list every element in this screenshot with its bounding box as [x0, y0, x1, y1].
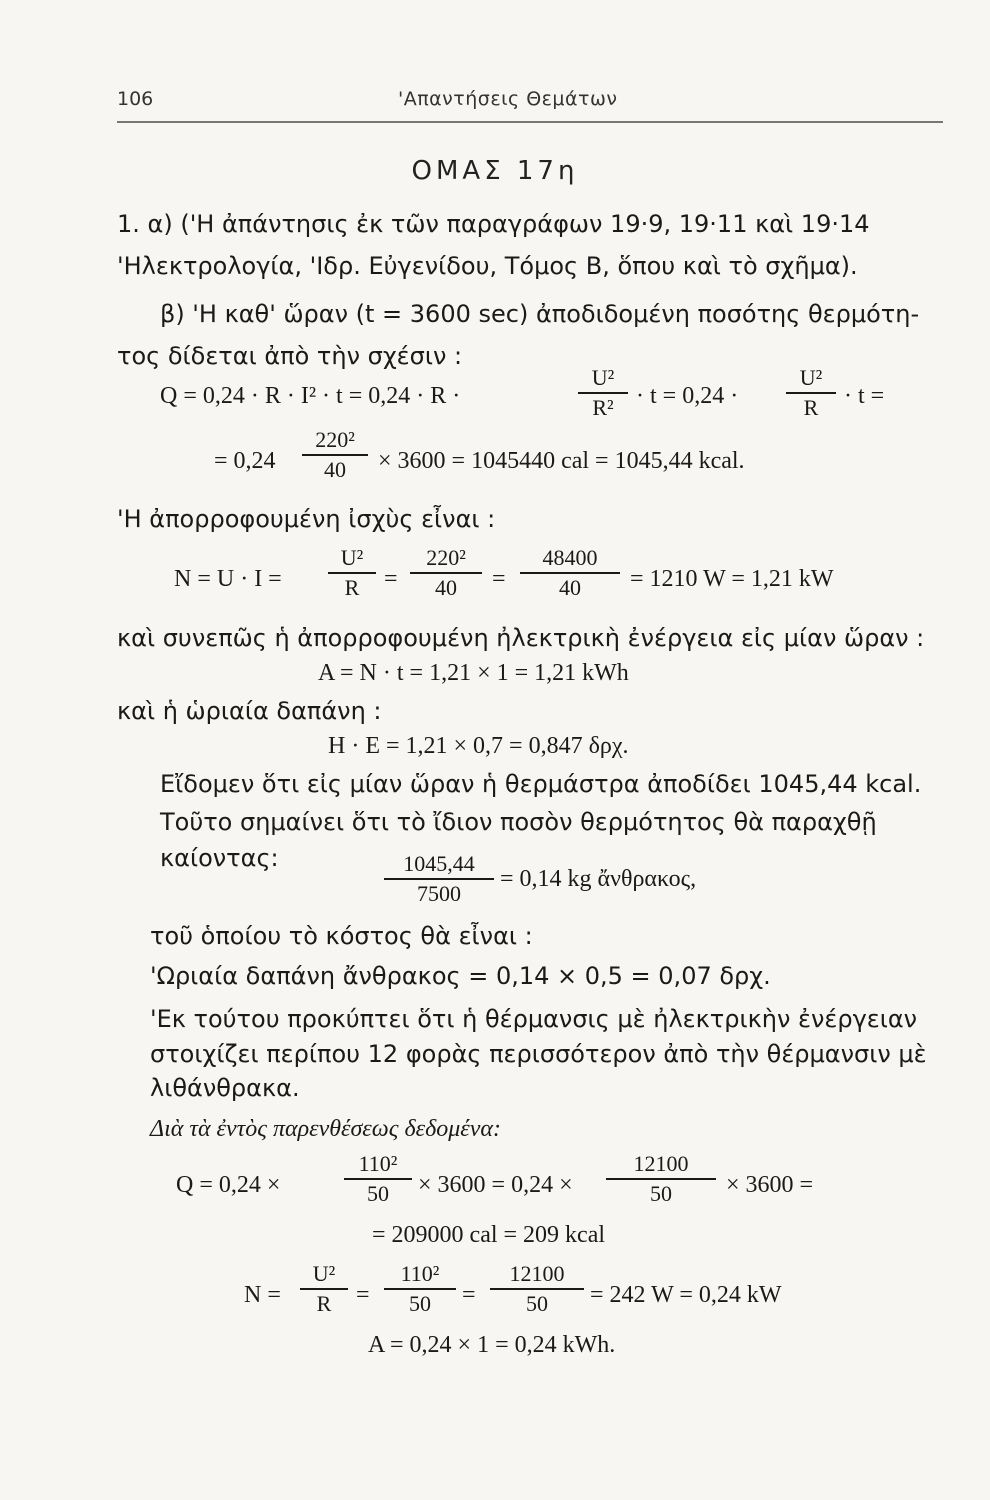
eq10-f3-denominator: 50: [526, 1290, 548, 1316]
eq1-fraction-2: [786, 366, 836, 420]
eq10-f1-denominator: R: [316, 1290, 332, 1316]
eq2-fraction: [302, 428, 368, 482]
eq5: H · E = 1,21 × 0,7 = 0,847 δρχ.: [328, 733, 629, 759]
eq10-lhs: N =: [244, 1282, 281, 1308]
eq8-fraction-1: [344, 1152, 412, 1206]
fraction-bar: [606, 1178, 716, 1180]
fraction-bar: [384, 878, 494, 880]
eq3-fraction-2: [410, 546, 482, 600]
eq1-f1-numerator: U²: [591, 365, 615, 390]
eq1-f2-denominator: R: [803, 394, 819, 420]
eq6-rhs: = 0,14 kg ἄνθρακος,: [500, 866, 697, 892]
eq8-f2-numerator: 12100: [633, 1151, 689, 1176]
eq9: = 209000 cal = 209 kcal: [372, 1222, 606, 1248]
eq8-f1-numerator: 110²: [358, 1151, 398, 1176]
eq1-mid: · t = 0,24 ·: [636, 383, 739, 409]
fraction-bar: [328, 572, 376, 574]
paragraph-4-line-1: 'Εκ τούτου προκύπτει ὅτι ἡ θέρμανσις μὲ ἠλεκτρικὴν ἐνέργειαν: [150, 1005, 918, 1033]
eq8-f2-denominator: 50: [650, 1180, 672, 1206]
eq6-fraction: [384, 852, 494, 906]
energy-text: καὶ συνεπῶς ἡ ἀπορροφουμένη ἠλεκτρικὴ ἐνέργεια εἰς μίαν ὥραν :: [117, 624, 925, 652]
eq3-fraction-3: [520, 546, 620, 600]
eq3-lhs: N = U · I =: [174, 566, 282, 592]
eq1-f1-denominator: R²: [592, 394, 614, 420]
paragraph-3-line-1: Εἴδομεν ὅτι εἰς μίαν ὥραν ἡ θερμάστρα ἀποδίδει 1045,44 kcal.: [160, 770, 922, 798]
eq10-fraction-2: [384, 1262, 456, 1316]
eq11: A = 0,24 × 1 = 0,24 kWh.: [368, 1332, 616, 1358]
fraction-bar: [344, 1178, 412, 1180]
answer-a-line-1: 1. α) ('Η ἀπάντησις ἐκ τῶν παραγράφων 19·9, 19·11 καὶ 19·14: [117, 210, 870, 238]
fraction-bar: [490, 1288, 584, 1290]
eq1-f2-numerator: U²: [799, 365, 823, 390]
eq10-f1-numerator: U²: [312, 1261, 336, 1286]
eq3-rhs: = 1210 W = 1,21 kW: [630, 566, 834, 592]
fraction-bar: [302, 454, 368, 456]
power-text: 'Η ἀπορροφουμένη ἰσχὺς εἶναι :: [117, 505, 496, 533]
eq3-f1-denominator: R: [344, 574, 360, 600]
italic-heading: Διὰ τὰ ἐντὸς παρενθέσεως δεδομένα:: [150, 1116, 501, 1142]
eq2-numerator: 220²: [315, 427, 355, 452]
answer-b-line-1: β) 'Η καθ' ὥραν (t = 3600 sec) ἀποδιδομένη ποσότης θερμότη-: [160, 300, 920, 328]
eq3-equals-a: =: [384, 566, 398, 592]
fraction-bar: [300, 1288, 348, 1290]
fraction-bar: [520, 572, 620, 574]
eq10-fraction-3: [490, 1262, 584, 1316]
eq2-rhs: × 3600 = 1045440 cal = 1045,44 kcal.: [378, 448, 745, 474]
eq2-lhs: = 0,24: [214, 448, 276, 474]
answer-a-line-2: 'Ηλεκτρολογία, 'Ιδρ. Εὐγενίδου, Τόμος Β, ὅπου καὶ τὸ σχῆμα).: [117, 252, 858, 280]
eq3-equals-b: =: [492, 566, 506, 592]
eq1-end: · t =: [844, 383, 885, 409]
eq3-fraction-1: [328, 546, 376, 600]
eq10-equals-b: =: [462, 1282, 476, 1308]
eq2-denominator: 40: [324, 456, 346, 482]
eq10-rhs: = 242 W = 0,24 kW: [590, 1282, 782, 1308]
running-title: 'Απαντήσεις Θεμάτων: [398, 88, 618, 110]
eq10-f3-numerator: 12100: [509, 1261, 565, 1286]
eq3-f3-numerator: 48400: [542, 545, 598, 570]
eq7: 'Ωριαία δαπάνη ἄνθρακος = 0,14 × 0,5 = 0,07 δρχ.: [150, 962, 771, 990]
eq3-f2-denominator: 40: [435, 574, 457, 600]
eq3-f1-numerator: U²: [340, 545, 364, 570]
eq6-denominator: 7500: [417, 880, 461, 906]
eq8-lhs: Q = 0,24 ×: [176, 1172, 281, 1198]
fraction-bar: [578, 392, 628, 394]
eq10-equals-a: =: [356, 1282, 370, 1308]
header-rule: [117, 121, 943, 123]
eq8-end: × 3600 =: [726, 1172, 814, 1198]
fraction-bar: [384, 1288, 456, 1290]
eq8-fraction-2: [606, 1152, 716, 1206]
eq8-mid: × 3600 = 0,24 ×: [418, 1172, 573, 1198]
coal-text: τοῦ ὁποίου τὸ κόστος θὰ εἶναι :: [150, 922, 533, 950]
paragraph-3-line-3: καίοντας:: [160, 844, 279, 872]
paragraph-4-line-3: λιθάνθρακα.: [150, 1074, 300, 1102]
paragraph-3-line-2: Τοῦτο σημαίνει ὅτι τὸ ἴδιον ποσὸν θερμότητος θὰ παραχθῇ: [160, 808, 877, 836]
eq1-lhs: Q = 0,24 · R · I² · t = 0,24 · R ·: [160, 383, 461, 409]
cost-text: καὶ ἡ ὡριαία δαπάνη :: [117, 697, 382, 725]
fraction-bar: [786, 392, 836, 394]
eq10-f2-numerator: 110²: [400, 1261, 440, 1286]
eq4: A = N · t = 1,21 × 1 = 1,21 kWh: [318, 660, 629, 686]
eq1-fraction-1: [578, 366, 628, 420]
eq10-f2-denominator: 50: [409, 1290, 431, 1316]
eq10-fraction-1: [300, 1262, 348, 1316]
eq3-f3-denominator: 40: [559, 574, 581, 600]
answer-b-line-2: τος δίδεται ἀπὸ τὴν σχέσιν :: [117, 342, 463, 370]
eq3-f2-numerator: 220²: [426, 545, 466, 570]
eq8-f1-denominator: 50: [367, 1180, 389, 1206]
page-number: 106: [117, 88, 154, 110]
eq6-numerator: 1045,44: [403, 851, 475, 876]
paragraph-4-line-2: στοιχίζει περίπου 12 φορὰς περισσότερον ἀπὸ τὴν θέρμανσιν μὲ: [150, 1040, 927, 1068]
fraction-bar: [410, 572, 482, 574]
section-title: ΟΜΑΣ 17η: [411, 156, 579, 186]
